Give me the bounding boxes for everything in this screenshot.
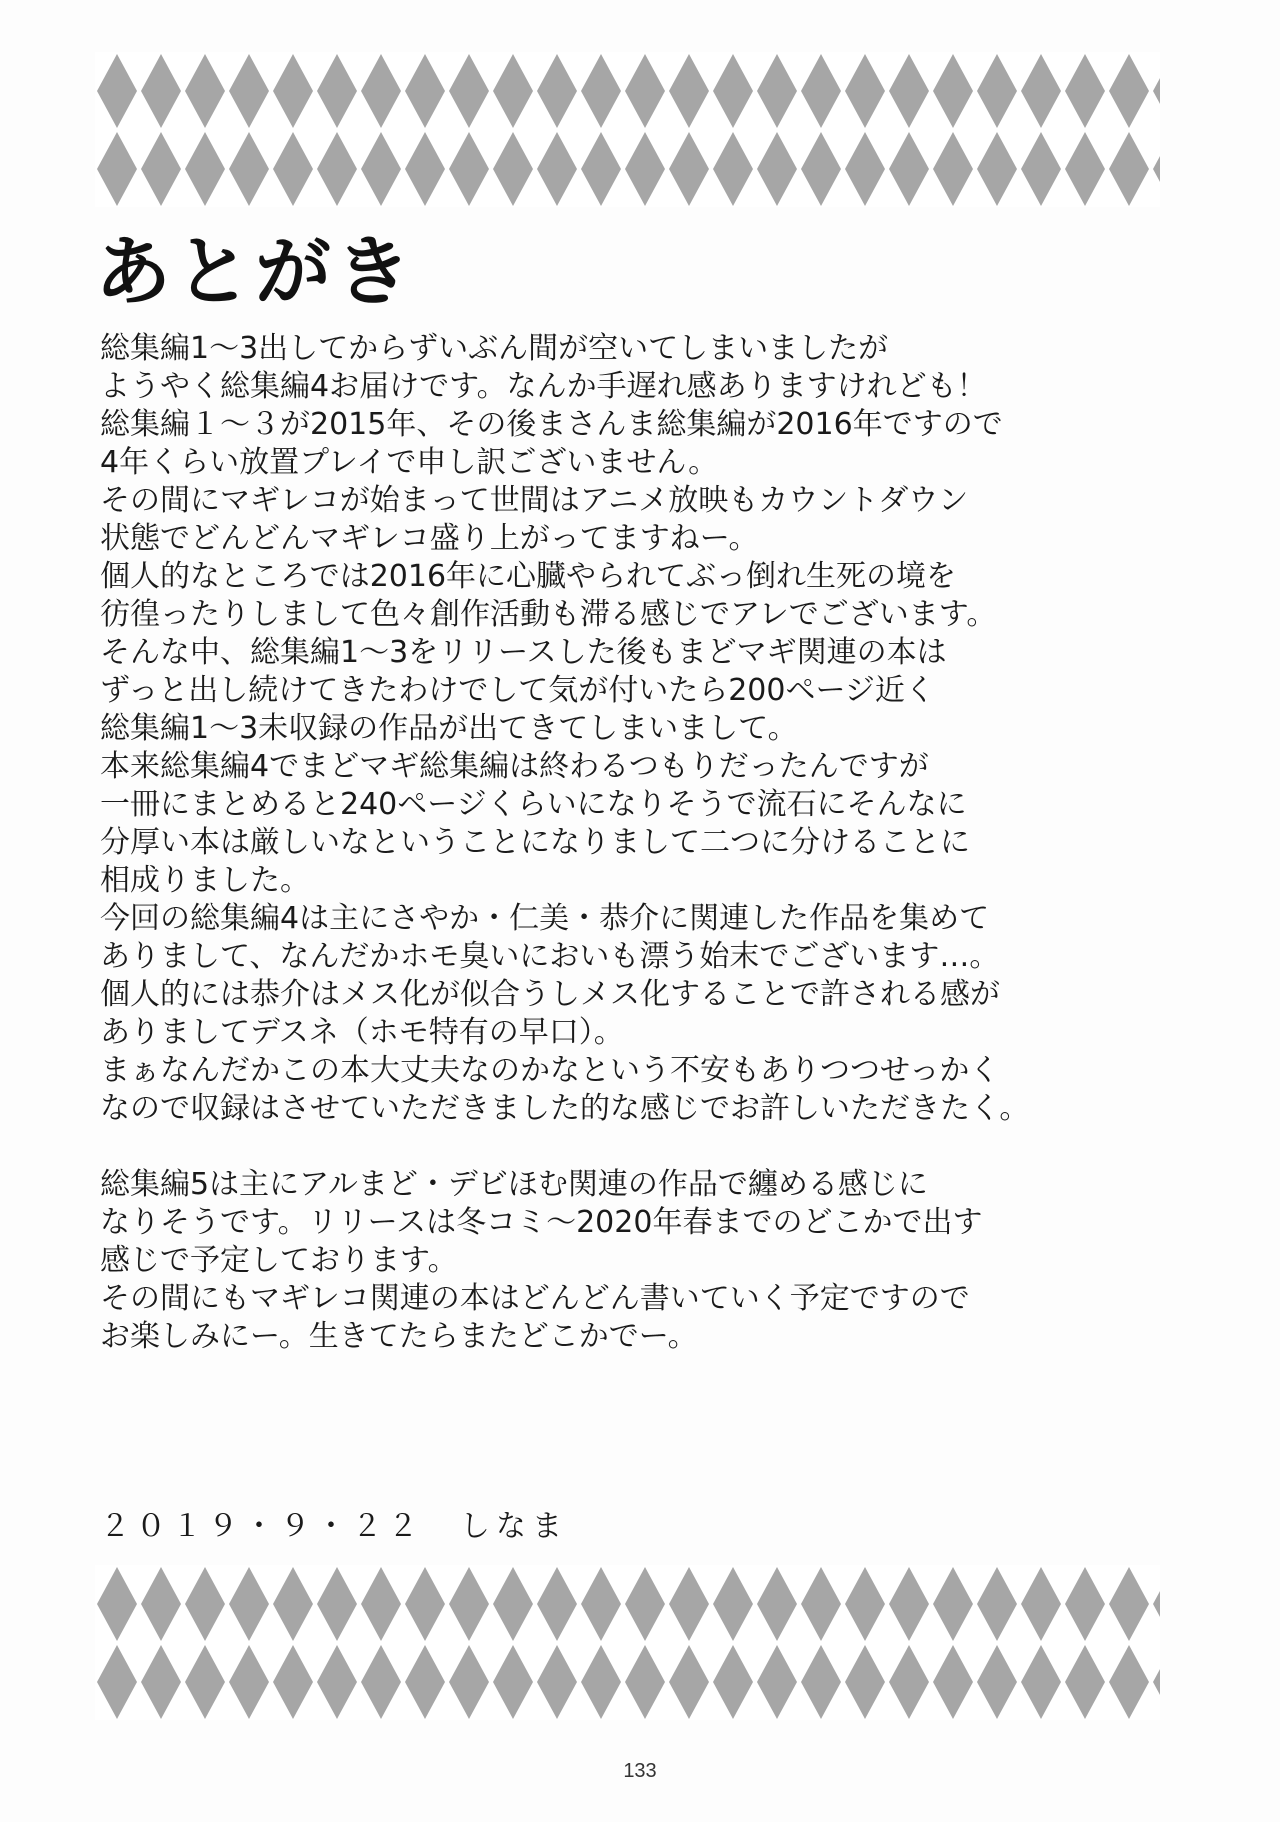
text-line: 総集編5は主にアルまど・デビほむ関連の作品で纏める感じに (100, 1167, 928, 1202)
text-line: なりそうです。リリースは冬コミ～2020年春までのどこかで出す (100, 1205, 983, 1240)
text-line: 総集編１～３が2015年、その後まさんま総集編が2016年ですので (100, 407, 1003, 442)
page-number: 133 (623, 1760, 657, 1782)
harlequin-pattern-top (95, 52, 1160, 207)
text-line: ありましてデスネ（ホモ特有の早口）。 (100, 1015, 624, 1050)
afterword-body (100, 330, 1180, 1356)
text-line: ありまして、なんだかホモ臭いにおいも漂う始末でございます…。 (100, 939, 1000, 974)
harlequin-pattern-bottom-graphic (95, 1565, 1160, 1720)
signature-line: ２０１９・９・２２ しなま (100, 1509, 568, 1544)
text-line: 個人的には恭介はメス化が似合うしメス化することで許される感が (100, 977, 1000, 1012)
afterword-heading: あとがき (95, 227, 415, 316)
text-line: 状態でどんどんマギレコ盛り上がってますねー。 (100, 521, 759, 556)
text-line: 相成りました。 (100, 863, 310, 898)
text-line: その間にマギレコが始まって世間はアニメ放映もカウントダウン (100, 483, 969, 518)
text-line: 本来総集編4でまどマギ総集編は終わるつもりだったんですが (100, 749, 929, 784)
text-line: 個人的なところでは2016年に心臓やられてぶっ倒れ生死の境を (100, 559, 957, 594)
text-line: 彷徨ったりしまして色々創作活動も滞る感じでアレでございます。 (100, 597, 997, 632)
text-line: お楽しみにー。生きてたらまたどこかでー。 (100, 1319, 698, 1354)
text-line: なので収録はさせていただきました的な感じでお許しいただきたく。 (100, 1091, 1030, 1126)
harlequin-pattern-bottom (95, 1565, 1160, 1720)
harlequin-pattern-top-graphic (95, 52, 1160, 207)
text-line: 一冊にまとめると240ページくらいになりそうで流石にそんなに (100, 787, 967, 822)
text-line: 4年くらい放置プレイで申し訳ございません。 (100, 445, 719, 480)
text-line: そんな中、総集編1～3をリリースした後もまどマギ関連の本は (100, 635, 947, 670)
text-line: 感じで予定しております。 (100, 1243, 458, 1278)
text-line: ようやく総集編4お届けです。なんか手遅れ感ありますけれども！ (100, 369, 987, 404)
text-line: 総集編1～3未収録の作品が出てきてしまいまして。 (100, 711, 798, 746)
text-line: 今回の総集編4は主にさやか・仁美・恭介に関連した作品を集めて (100, 901, 990, 936)
text-line: 分厚い本は厳しいなということになりまして二つに分けることに (100, 825, 970, 860)
text-line: 総集編1～3出してからずいぶん間が空いてしまいましたが (100, 331, 889, 366)
paragraph-gap (100, 1128, 1180, 1166)
text-line: その間にもマギレコ関連の本はどんどん書いていく予定ですので (100, 1281, 970, 1316)
text-line: まぁなんだかこの本大丈夫なのかなという不安もありつつせっかく (100, 1053, 1000, 1088)
text-line: ずっと出し続けてきたわけでして気が付いたら200ページ近く (100, 673, 935, 708)
